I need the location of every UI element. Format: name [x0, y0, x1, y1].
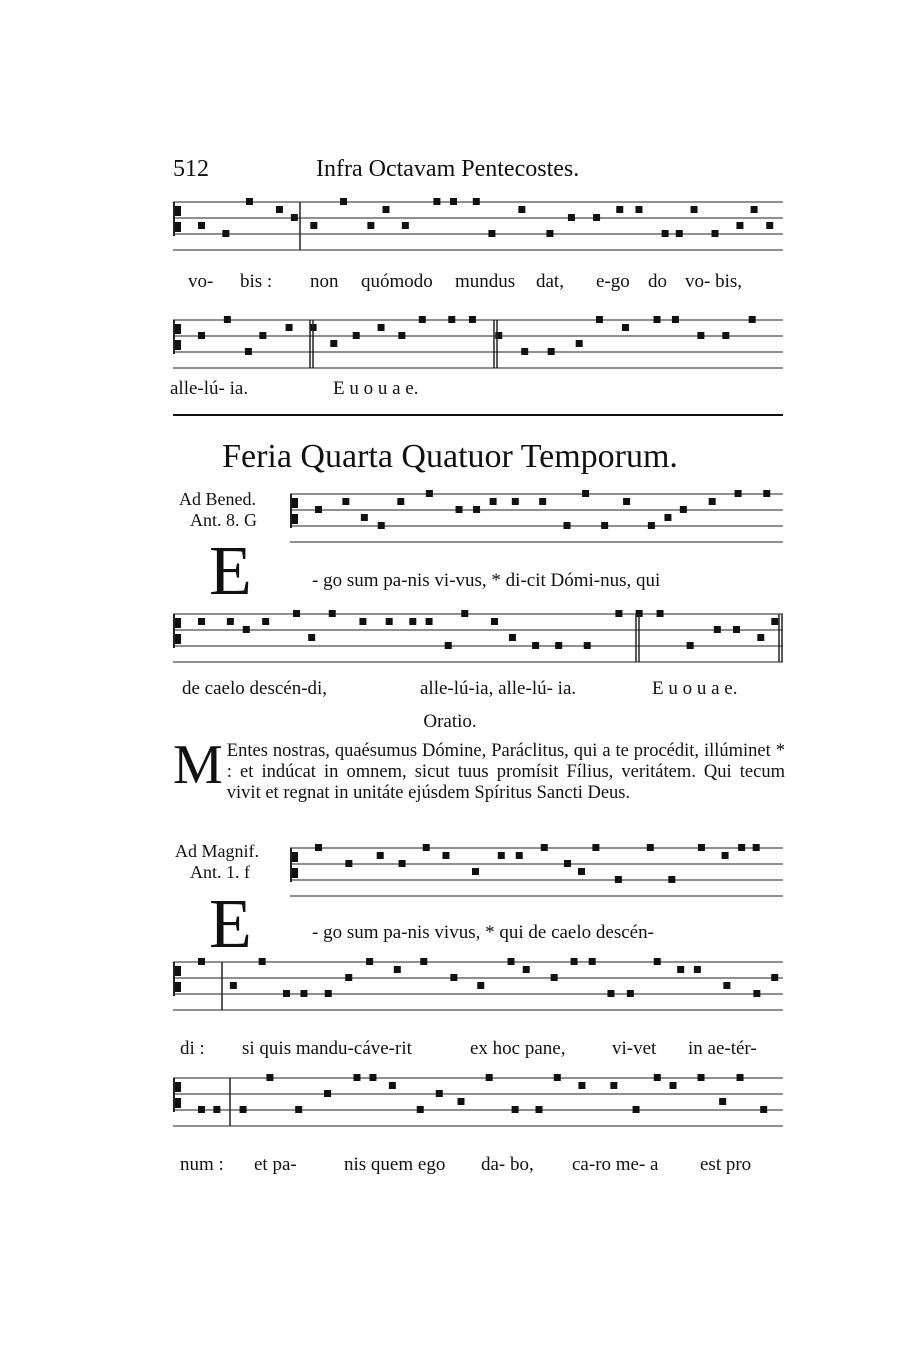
lyric-syllable: alle-lú-ia, alle-lú- ia. — [420, 678, 577, 699]
neume — [486, 1074, 493, 1081]
neume — [509, 634, 516, 641]
neume — [714, 626, 721, 633]
neume — [442, 852, 449, 859]
lyric-syllable: est pro — [700, 1154, 752, 1175]
neume — [712, 230, 719, 237]
neume — [445, 642, 452, 649]
lyric-syllable: et pa- — [254, 1154, 297, 1175]
neume — [687, 642, 694, 649]
antiphon-label: Ad Bened. — [179, 489, 256, 509]
lyric-syllable: alle-lú- ia. — [170, 378, 249, 399]
lyric-syllable: in ae-tér- — [688, 1038, 757, 1059]
neume — [402, 222, 409, 229]
neume — [448, 316, 455, 323]
lyric-syllable: e-go — [596, 271, 630, 292]
neume — [286, 324, 293, 331]
neume — [521, 348, 528, 355]
neume — [535, 1106, 542, 1113]
neume — [324, 1090, 331, 1097]
neume — [398, 332, 405, 339]
neume — [698, 1074, 705, 1081]
page-number: 512 — [173, 156, 209, 182]
neume — [670, 1082, 677, 1089]
neume — [680, 506, 687, 513]
neume — [262, 618, 269, 625]
neume — [697, 332, 704, 339]
neume — [175, 982, 181, 992]
neume — [635, 206, 642, 213]
neume — [353, 332, 360, 339]
lyric-syllable: dat, — [536, 271, 564, 292]
neume — [648, 522, 655, 529]
running-title: Infra Octavam Pentecostes. — [316, 156, 580, 182]
lyric-syllable: si quis mandu-cáve-rit — [242, 1038, 412, 1059]
neume — [292, 852, 298, 862]
neume — [420, 958, 427, 965]
neume — [259, 958, 266, 965]
neume — [719, 1098, 726, 1105]
neume — [423, 844, 430, 851]
neume — [377, 852, 384, 859]
neume — [548, 348, 555, 355]
neume — [763, 490, 770, 497]
neume — [578, 868, 585, 875]
neume — [198, 618, 205, 625]
neume — [329, 610, 336, 617]
neume — [378, 324, 385, 331]
neume — [737, 1074, 744, 1081]
neume — [698, 844, 705, 851]
neume — [749, 316, 756, 323]
neume — [315, 506, 322, 513]
lyric-syllable: vo- — [188, 271, 214, 292]
neume — [458, 1098, 465, 1105]
neume — [450, 974, 457, 981]
neume — [292, 514, 298, 524]
antiphon-label: Ad Magnif. — [175, 841, 259, 861]
neume — [677, 966, 684, 973]
neume — [518, 206, 525, 213]
neume — [386, 618, 393, 625]
lyric-syllable: non — [310, 271, 339, 292]
neume — [622, 324, 629, 331]
neume — [330, 340, 337, 347]
neume — [175, 618, 181, 628]
neume — [564, 860, 571, 867]
neume — [175, 1082, 181, 1092]
neume — [224, 316, 231, 323]
neume — [523, 966, 530, 973]
neume — [722, 332, 729, 339]
neume — [512, 498, 519, 505]
neume — [308, 634, 315, 641]
neume — [417, 1106, 424, 1113]
neume — [450, 198, 457, 205]
neume — [596, 316, 603, 323]
neume — [694, 966, 701, 973]
neume — [733, 626, 740, 633]
lyric-syllable: di : — [180, 1038, 205, 1059]
neume — [366, 958, 373, 965]
neume — [753, 844, 760, 851]
neume — [491, 618, 498, 625]
initial-letter: E — [209, 533, 252, 610]
neume — [213, 1106, 220, 1113]
neume — [554, 1074, 561, 1081]
neume — [426, 490, 433, 497]
neume — [760, 1106, 767, 1113]
neume — [615, 876, 622, 883]
neume — [615, 610, 622, 617]
neume — [293, 610, 300, 617]
neume — [315, 844, 322, 851]
neume — [397, 498, 404, 505]
neume — [276, 206, 283, 213]
neume — [668, 876, 675, 883]
neume — [473, 198, 480, 205]
oratio-initial: M — [173, 734, 223, 796]
neume — [246, 198, 253, 205]
neume — [433, 198, 440, 205]
neume — [508, 958, 515, 965]
neume — [436, 1090, 443, 1097]
neume — [490, 498, 497, 505]
neume — [738, 844, 745, 851]
oratio-text — [173, 734, 785, 804]
neume — [601, 522, 608, 529]
neume — [672, 316, 679, 323]
neume — [654, 1074, 661, 1081]
neume — [472, 868, 479, 875]
neume — [378, 522, 385, 529]
antiphon-mode: Ant. 8. G — [190, 510, 257, 530]
lyric-syllable: vi-vet — [612, 1038, 657, 1059]
neume — [198, 222, 205, 229]
neume — [461, 610, 468, 617]
initial-letter: E — [209, 886, 252, 963]
neume — [292, 868, 298, 878]
neume — [610, 1082, 617, 1089]
neume — [426, 618, 433, 625]
neume — [456, 506, 463, 513]
neume — [607, 990, 614, 997]
neume — [300, 990, 307, 997]
neume — [353, 1074, 360, 1081]
neume — [175, 222, 181, 232]
lyric-syllable: E u o u a e. — [333, 378, 419, 399]
lyric-syllable: ex hoc pane, — [470, 1038, 566, 1059]
neume — [751, 206, 758, 213]
lyric-line: - go sum pa-nis vi-vus, * di-cit Dómi-nus, qui — [312, 570, 661, 591]
neume — [498, 852, 505, 859]
neume — [532, 642, 539, 649]
neume — [477, 982, 484, 989]
neume — [571, 958, 578, 965]
neume — [245, 348, 252, 355]
neume — [292, 498, 298, 508]
neume — [175, 340, 181, 350]
neume — [291, 214, 298, 221]
neume — [676, 230, 683, 237]
neume — [623, 498, 630, 505]
neume — [771, 974, 778, 981]
neume — [488, 230, 495, 237]
neume — [419, 316, 426, 323]
lyric-syllable: bis : — [240, 271, 273, 292]
neume — [198, 958, 205, 965]
neume — [345, 974, 352, 981]
neume — [266, 1074, 273, 1081]
oratio-body: Entes nostras, quaésumus Dómine, Paráclitus, qui a te procédit, illúminet * : et indúcat in omnem, sicut tuus promísit Fílius, veritátem. Qui tecum vivit et regnat in unitáte ejúsdem Spíritus Sancti Deus. — [226, 741, 785, 803]
neume — [627, 990, 634, 997]
oratio-heading: Oratio. — [423, 711, 477, 732]
neume — [369, 1074, 376, 1081]
lyric-syllable: mundus — [455, 271, 516, 292]
neume — [735, 490, 742, 497]
neume — [175, 1098, 181, 1108]
neume — [361, 514, 368, 521]
neume — [593, 214, 600, 221]
neume — [516, 852, 523, 859]
neume — [469, 316, 476, 323]
neume — [512, 1106, 519, 1113]
antiphon-mode: Ant. 1. f — [190, 862, 250, 882]
neume — [766, 222, 773, 229]
neume — [198, 1106, 205, 1113]
neume — [394, 966, 401, 973]
neume — [382, 206, 389, 213]
neume — [584, 642, 591, 649]
neume — [175, 324, 181, 334]
lyric-syllable: E u o u a e. — [652, 678, 738, 699]
neume — [295, 1106, 302, 1113]
neume — [568, 214, 575, 221]
neume — [539, 498, 546, 505]
lyric-syllable: da- bo, — [481, 1154, 534, 1175]
neume — [633, 1106, 640, 1113]
neume — [592, 844, 599, 851]
neume — [771, 618, 778, 625]
neume — [325, 990, 332, 997]
neume — [709, 498, 716, 505]
neume — [259, 332, 266, 339]
lyric-syllable: de caelo descén-di, — [182, 678, 328, 699]
neume — [589, 958, 596, 965]
neume — [654, 316, 661, 323]
neume — [664, 514, 671, 521]
neume — [722, 852, 729, 859]
lyric-line: - go sum pa-nis vivus, * qui de caelo descén- — [312, 922, 654, 943]
neume — [175, 966, 181, 976]
neume — [546, 230, 553, 237]
neume — [345, 860, 352, 867]
neume — [310, 222, 317, 229]
neume — [342, 498, 349, 505]
lyric-syllable: nis quem ego — [344, 1154, 446, 1175]
neume — [175, 206, 181, 216]
neume — [555, 642, 562, 649]
neume — [582, 490, 589, 497]
neume — [175, 634, 181, 644]
lyric-syllable: ca-ro me- a — [572, 1154, 659, 1175]
neume — [654, 958, 661, 965]
neume — [757, 634, 764, 641]
neume — [551, 974, 558, 981]
neume — [578, 1082, 585, 1089]
lyric-syllable: vo- bis, — [685, 271, 742, 292]
neume — [662, 230, 669, 237]
neume — [657, 610, 664, 617]
neume — [359, 618, 366, 625]
neume — [691, 206, 698, 213]
neume — [541, 844, 548, 851]
neume — [409, 618, 416, 625]
neume — [367, 222, 374, 229]
lyric-syllable: do — [648, 271, 667, 292]
neume — [576, 340, 583, 347]
neume — [222, 230, 229, 237]
section-title: Feria Quarta Quatuor Temporum. — [222, 438, 678, 475]
neume — [389, 1082, 396, 1089]
neume — [243, 626, 250, 633]
neume — [399, 860, 406, 867]
section-divider — [173, 414, 783, 416]
neume — [230, 982, 237, 989]
neume — [647, 844, 654, 851]
neume — [283, 990, 290, 997]
neume — [753, 990, 760, 997]
neume — [736, 222, 743, 229]
neume — [723, 982, 730, 989]
neume — [564, 522, 571, 529]
neume — [340, 198, 347, 205]
neume — [616, 206, 623, 213]
neume — [198, 332, 205, 339]
neume — [240, 1106, 247, 1113]
lyric-syllable: num : — [180, 1154, 224, 1175]
neume — [227, 618, 234, 625]
lyric-syllable: quómodo — [361, 271, 433, 292]
neume — [473, 506, 480, 513]
